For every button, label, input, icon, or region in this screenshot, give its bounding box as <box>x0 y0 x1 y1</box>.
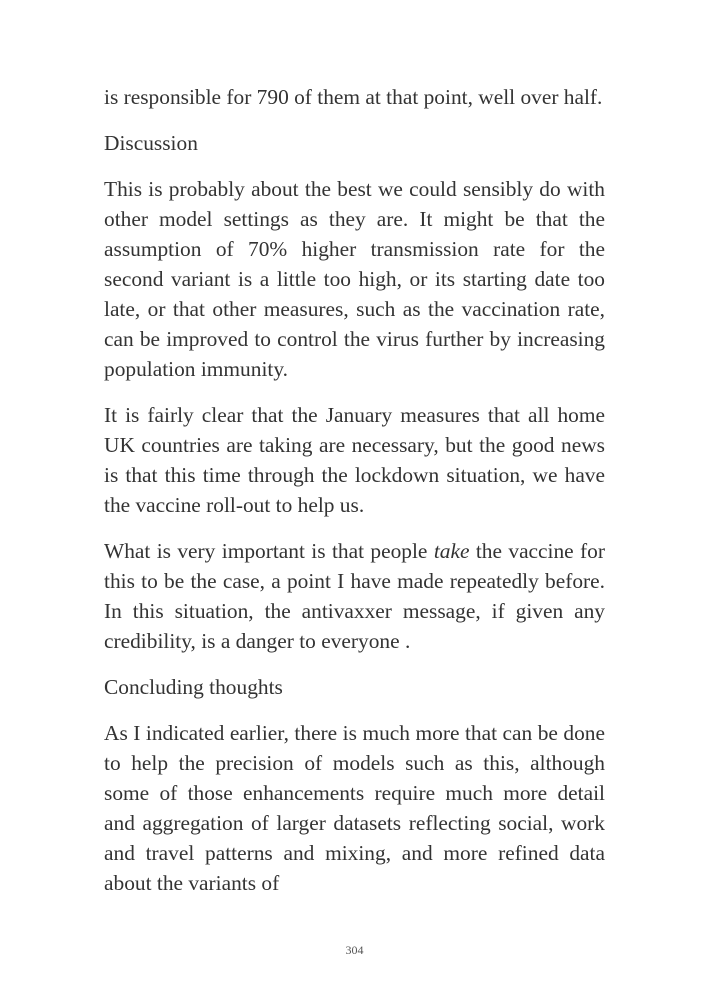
paragraph-model-settings: This is probably about the best we could sensibly do with other model settings as they are. It might be that the assumption of 70% higher transmission rate for the second variant is a little too high, or its starting date too late, or that other measures, such as the vaccination rate, can be improved to control the virus further by increasing population immunity. <box>104 177 605 381</box>
paragraph-vaccine-text-before: What is very important is that people <box>104 539 434 563</box>
paragraph-vaccine-text-after: the vaccine for this to be the case, a point I have made repeatedly before. In this situation, the antivaxxer message, if given any credibility, is a danger to everyone . <box>104 539 606 653</box>
paragraph-january-measures: It is fairly clear that the January measures that all home UK countries are taking are necessary, but the good news is that this time through the lockdown situation, we have the vaccine roll-out to help us. <box>104 403 605 517</box>
page-number: 304 <box>345 943 364 957</box>
heading-concluding-thoughts: Concluding thoughts <box>104 675 283 699</box>
paragraph-continuation: is responsible for 790 of them at that point, well over half. <box>104 85 603 109</box>
emphasis-take: take <box>433 539 470 563</box>
page-body <box>104 82 605 898</box>
paragraph-concluding: As I indicated earlier, there is much more that can be done to help the precision of models such as this, although some of those enhancements require much more detail and aggregation of larger datasets reflecting social, work and travel patterns and mixing, and more refined data about the variants of <box>104 721 605 895</box>
paragraph-vaccine-importance <box>104 536 605 656</box>
heading-discussion: Discussion <box>104 131 198 155</box>
